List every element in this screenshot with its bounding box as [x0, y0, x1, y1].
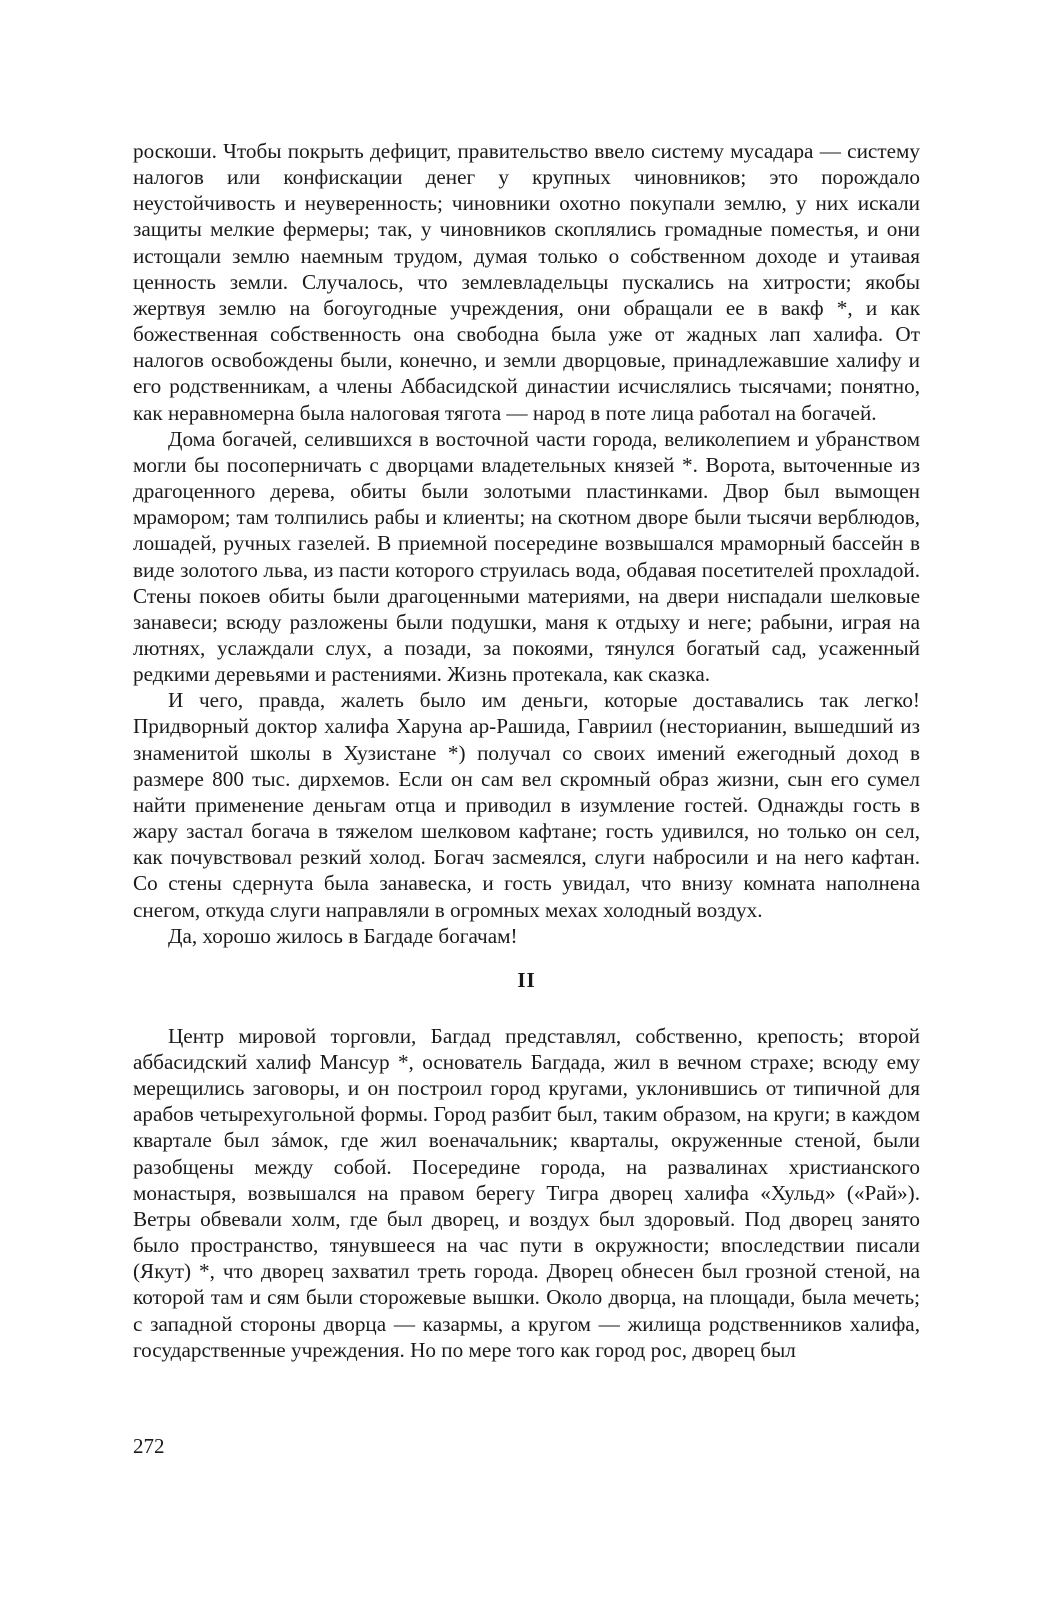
section-heading: II: [517, 967, 536, 992]
paragraph-baghdad-fortress: Центр мировой торговли, Багдад представлял, собственно, крепость; второй аббасидский халиф Мансур *, основатель Багдада, жил в вечном страхе; всюду ему мерещились заговоры, и он построил город кругами, уклонившись от типичной для арабов четырехугольной формы. Город разбит был, таким образом, на круги; в каждом квартале был зáмок, где жил военачальник; кварталы, окруженные стеной, были разобщены между собой. Посередине города, на развалинах христианского монастыря, возвышался на правом берегу Тигра дворец халифа «Хульд» («Рай»). Ветры обвевали холм, где был дворец, и воздух был здоровый. Под дворец занято было пространство, тянувшееся на час пути в окружности; впоследствии писали (Якут) *, что дворец захватил треть города. Дворец обнесен был грозной стеной, на которой там и сям были сторожевые вышки. Около дворца, на площади, была мечеть; с западной стороны дворца — казармы, а кругом — жилища родственников халифа, государственные учреждения. Но по мере того как город рос, дворец был: [133, 1023, 920, 1362]
paragraph-taxation: роскоши. Чтобы покрыть дефицит, правительство ввело систему мусадара — систему налогов или конфискации денег у крупных чиновников; это порождало неустойчивость и неуверенность; чиновники охотно покупали землю, у них искали защиты мелкие фермеры; так, у чиновников скоплялись громадные поместья, и они истощали землю наемным трудом, думая только о собственном доходе и утаивая ценность земли. Случалось, что землевладельцы пускались на хитрости; якобы жертвуя землю на богоугодные учреждения, они обращали ее в вакф *, и как божественная собственность она свободна была уже от жадных лап халифа. От налогов освобождены были, конечно, и земли дворцовые, принадлежавшие халифу и его родственникам, а члены Аббасидской династии исчислялись тысячами; понятно, как неравномерна была налоговая тягота — народ в поте лица работал на богачей.: [133, 139, 920, 425]
paragraph-rich-houses: Дома богачей, селившихся в восточной части города, великолепием и убранством могли бы посоперничать с дворцами владетельных князей *. Ворота, выточенные из драгоценного дерева, обиты были золотыми пластинками. Двор был вымощен мрамором; там толпились рабы и клиенты; на скотном дворе были тысячи верблюдов, лошадей, ручных газелей. В приемной посередине возвышался мраморный бассейн в виде золотого льва, из пасти которого струилась вода, обдавая посетителей прохладой. Стены покоев обиты были драгоценными материями, на двери ниспадали шелковые занавеси; всюду разложены были подушки, маня к отдыху и неге; рабыни, играя на лютнях, услаждали слух, а позади, за покоями, тянулся богатый сад, усаженный редкими деревьями и растениями. Жизнь протекала, как сказка.: [133, 426, 920, 687]
paragraph-court-doctor: И чего, правда, жалеть было им деньги, которые доставались так легко! Придворный доктор халифа Харуна ар-Рашида, Гавриил (несторианин, вышедший из знаменитой школы в Хузистане *) получал со своих имений ежегодный доход в размере 800 тыс. дирхемов. Если он сам вел скромный образ жизни, сын его сумел найти применение деньгам отца и приводил в изумление гостей. Однажды гость в жару застал богача в тяжелом шелковом кафтане; гость удивился, но только он сел, как почувствовал резкий холод. Богач засмеялся, слуги набросили и на него кафтан. Со стены сдернута была занавеска, и гость увидал, что внизу комната наполнена снегом, откуда слуги направляли в огромных мехах холодный воздух.: [133, 688, 920, 922]
main-text: [133, 138, 920, 1363]
paragraph-conclusion: Да, хорошо жилось в Багдаде богачам!: [168, 923, 518, 948]
page-number: 272: [133, 1434, 165, 1458]
